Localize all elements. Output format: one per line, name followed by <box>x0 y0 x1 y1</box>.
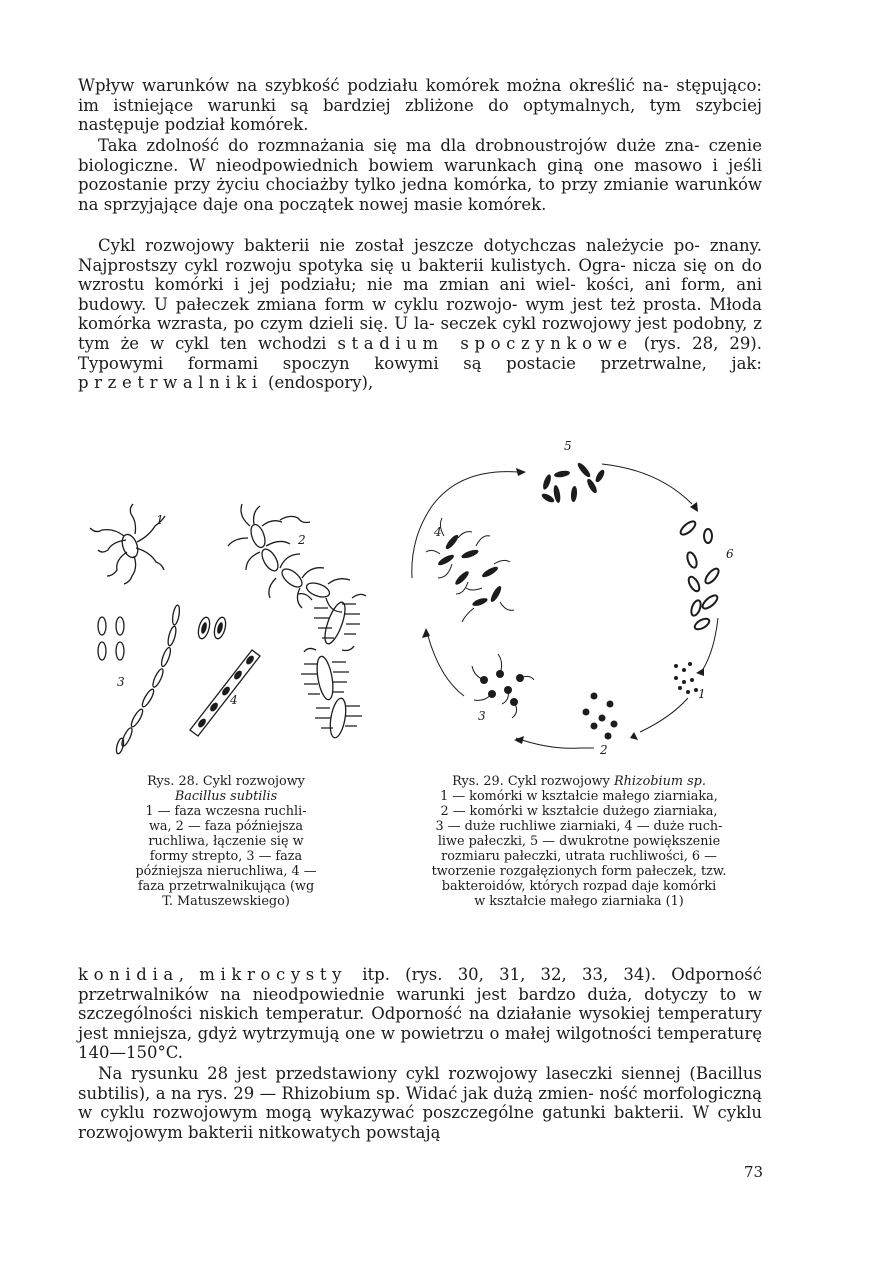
caption-line: 1 — komórki w kształcie małego ziarniaka, <box>440 789 718 804</box>
fig29-caption <box>392 774 766 909</box>
caption-line: rozmiaru pałeczki, utrata ruchliwości, 6 — <box>441 849 717 864</box>
paragraph-1 <box>78 76 762 135</box>
text-line: ność morfologiczną w cyklu rozwojowym mogą wykazywać poszczególne <box>78 1083 762 1123</box>
caption-title: Rys. 28. Cykl rozwojowy <box>147 774 305 789</box>
text-line: masowo i jeśli pozostanie przy życiu chociażby tylko jedna komórka, <box>78 155 762 195</box>
paragraph-5 <box>78 1064 762 1142</box>
text-line: seczek cykl rozwojowy jest podobny, z tym że w cykl ten wchodzi <box>78 314 762 353</box>
text-line: temperatury jest mniejsza, gdyż wytrzymują one w powietrzu o małej <box>78 1004 762 1043</box>
caption-line: ruchliwa, łączenie się w <box>148 834 304 849</box>
fig28-flagellated-rod <box>90 504 165 584</box>
caption-line: 3 — duże ruchliwe ziarniaki, 4 — duże ruch- <box>435 819 723 834</box>
caption-species: Rhizobium sp. <box>613 774 706 789</box>
caption-line: późniejsza nieruchliwa, 4 — <box>135 864 317 879</box>
fig29-label-6: 6 <box>726 547 734 561</box>
fig28-label-2: 2 <box>298 533 306 547</box>
caption-line: T. Matuszewskiego) <box>162 894 290 909</box>
text-line: Cykl rozwojowy bakterii nie został jeszcze dotychczas należycie po- <box>98 236 700 255</box>
fig29-label-5: 5 <box>564 439 572 453</box>
text-line: kości, ani form, ani budowy. U pałeczek zmiana form w cyklu rozwojo- <box>78 275 762 314</box>
text-line: (endospory), <box>262 373 374 393</box>
fig28-caption <box>112 774 340 909</box>
text-line: nicza się on do wzrostu komórki i jej podziału; nie ma zmian ani wiel- <box>78 255 762 295</box>
fig28-spore-chain <box>98 605 181 755</box>
caption-line: 1 — faza wczesna ruchli- <box>145 804 307 819</box>
spaced-term: mikrocysty <box>199 965 348 984</box>
text-line: to przy zmianie warunków na sprzyjające daje ona początek nowej <box>78 175 762 214</box>
fig29-label-4: 4 <box>434 525 442 539</box>
text-line: wilgotności temperaturę 140—150°C. <box>78 1023 762 1063</box>
fig28-label-3: 3 <box>117 675 125 689</box>
text-line: gatunki bakterii. W cyklu rozwojowym bakterii nitkowatych powstają <box>78 1103 762 1142</box>
text-line: masie komórek. <box>413 194 547 214</box>
fig29-label-3: 3 <box>478 709 486 723</box>
paragraph-4 <box>78 965 762 1063</box>
paragraph-2 <box>78 136 762 214</box>
figures-28-29 <box>80 428 770 763</box>
text-line: (rys. 28, 29). Typowymi formami spoczyn <box>78 333 762 373</box>
caption-line: liwe pałeczki, 5 — dwukrotne powiększenie <box>437 834 721 849</box>
text-line: itp. (rys. 30, 31, 32, 33, 34). Odporność <box>347 965 762 984</box>
caption-line: bakteroidów, których rozpad daje komórki <box>441 879 717 894</box>
text-line: Wpływ warunków na szybkość podziału komórek można określić na- <box>78 76 669 95</box>
text-line: stępująco: im istniejące warunki są bardziej zbliżone do optymalnych, <box>78 76 762 115</box>
spaced-term: przetrwalniki <box>78 373 263 393</box>
fig29-cycle <box>412 439 734 757</box>
fig28-streptobacillus <box>228 504 366 739</box>
caption-species: Bacillus subtilis <box>174 789 278 804</box>
caption-title: Rys. 29. Cykl rozwojowy <box>452 774 610 789</box>
fig28-label-4: 4 <box>230 693 238 707</box>
text-line: Taka zdolność do rozmnażania się ma dla drobnoustrojów duże zna- <box>98 136 700 155</box>
text-line: znany. Najprostszy cykl rozwoju spotyka się u bakterii kulistych. Ogra- <box>78 236 762 275</box>
spaced-term: konidia <box>78 965 179 984</box>
fig29-label-1: 1 <box>698 687 706 701</box>
page-number: 73 <box>744 1163 764 1181</box>
text-line: , <box>178 965 200 984</box>
text-line: Na rysunku 28 jest przedstawiony cykl rozwojowy laseczki siennej <box>98 1064 681 1083</box>
text-line: czenie biologiczne. W nieodpowiednich bowiem warunkach giną one <box>78 136 762 175</box>
caption-line: w kształcie małego ziarniaka (1) <box>474 894 684 909</box>
paragraph-3 <box>78 236 762 393</box>
text-line: (Bacillus subtilis), a na rys. 29 — Rhizobium sp. Widać jak dużą zmien- <box>78 1064 762 1103</box>
fig29-label-2: 2 <box>600 743 608 757</box>
text-line: przetrwalników na nieodpowiednie warunki jest bardzo duża, dotyczy <box>78 984 708 1004</box>
text-line: wym jest też prosta. Młoda komórka wzrasta, po czym dzieli się. U la- <box>78 294 762 334</box>
caption-line: wa, 2 — faza późniejsza <box>148 819 304 834</box>
text-line: tym szybciej następuje podział komórek. <box>78 95 762 135</box>
fig28-sporulating-rods <box>190 616 260 736</box>
spaced-term: stadium spoczynkowe <box>337 333 633 353</box>
caption-line: formy strepto, 3 — faza <box>149 849 303 864</box>
fig28-label-1: 1 <box>156 513 164 527</box>
text-line: to w szczególności niskich temperatur. Odporność na działanie wysokiej <box>78 984 763 1024</box>
caption-line: tworzenie rozgałęzionych form pałeczek, tzw. <box>431 864 727 879</box>
caption-line: faza przetrwalnikująca (wg <box>137 879 315 894</box>
text-line: kowymi są postacie przetrwalne, jak: <box>374 353 762 373</box>
caption-line: 2 — komórki w kształcie dużego ziarniaka, <box>440 804 718 819</box>
